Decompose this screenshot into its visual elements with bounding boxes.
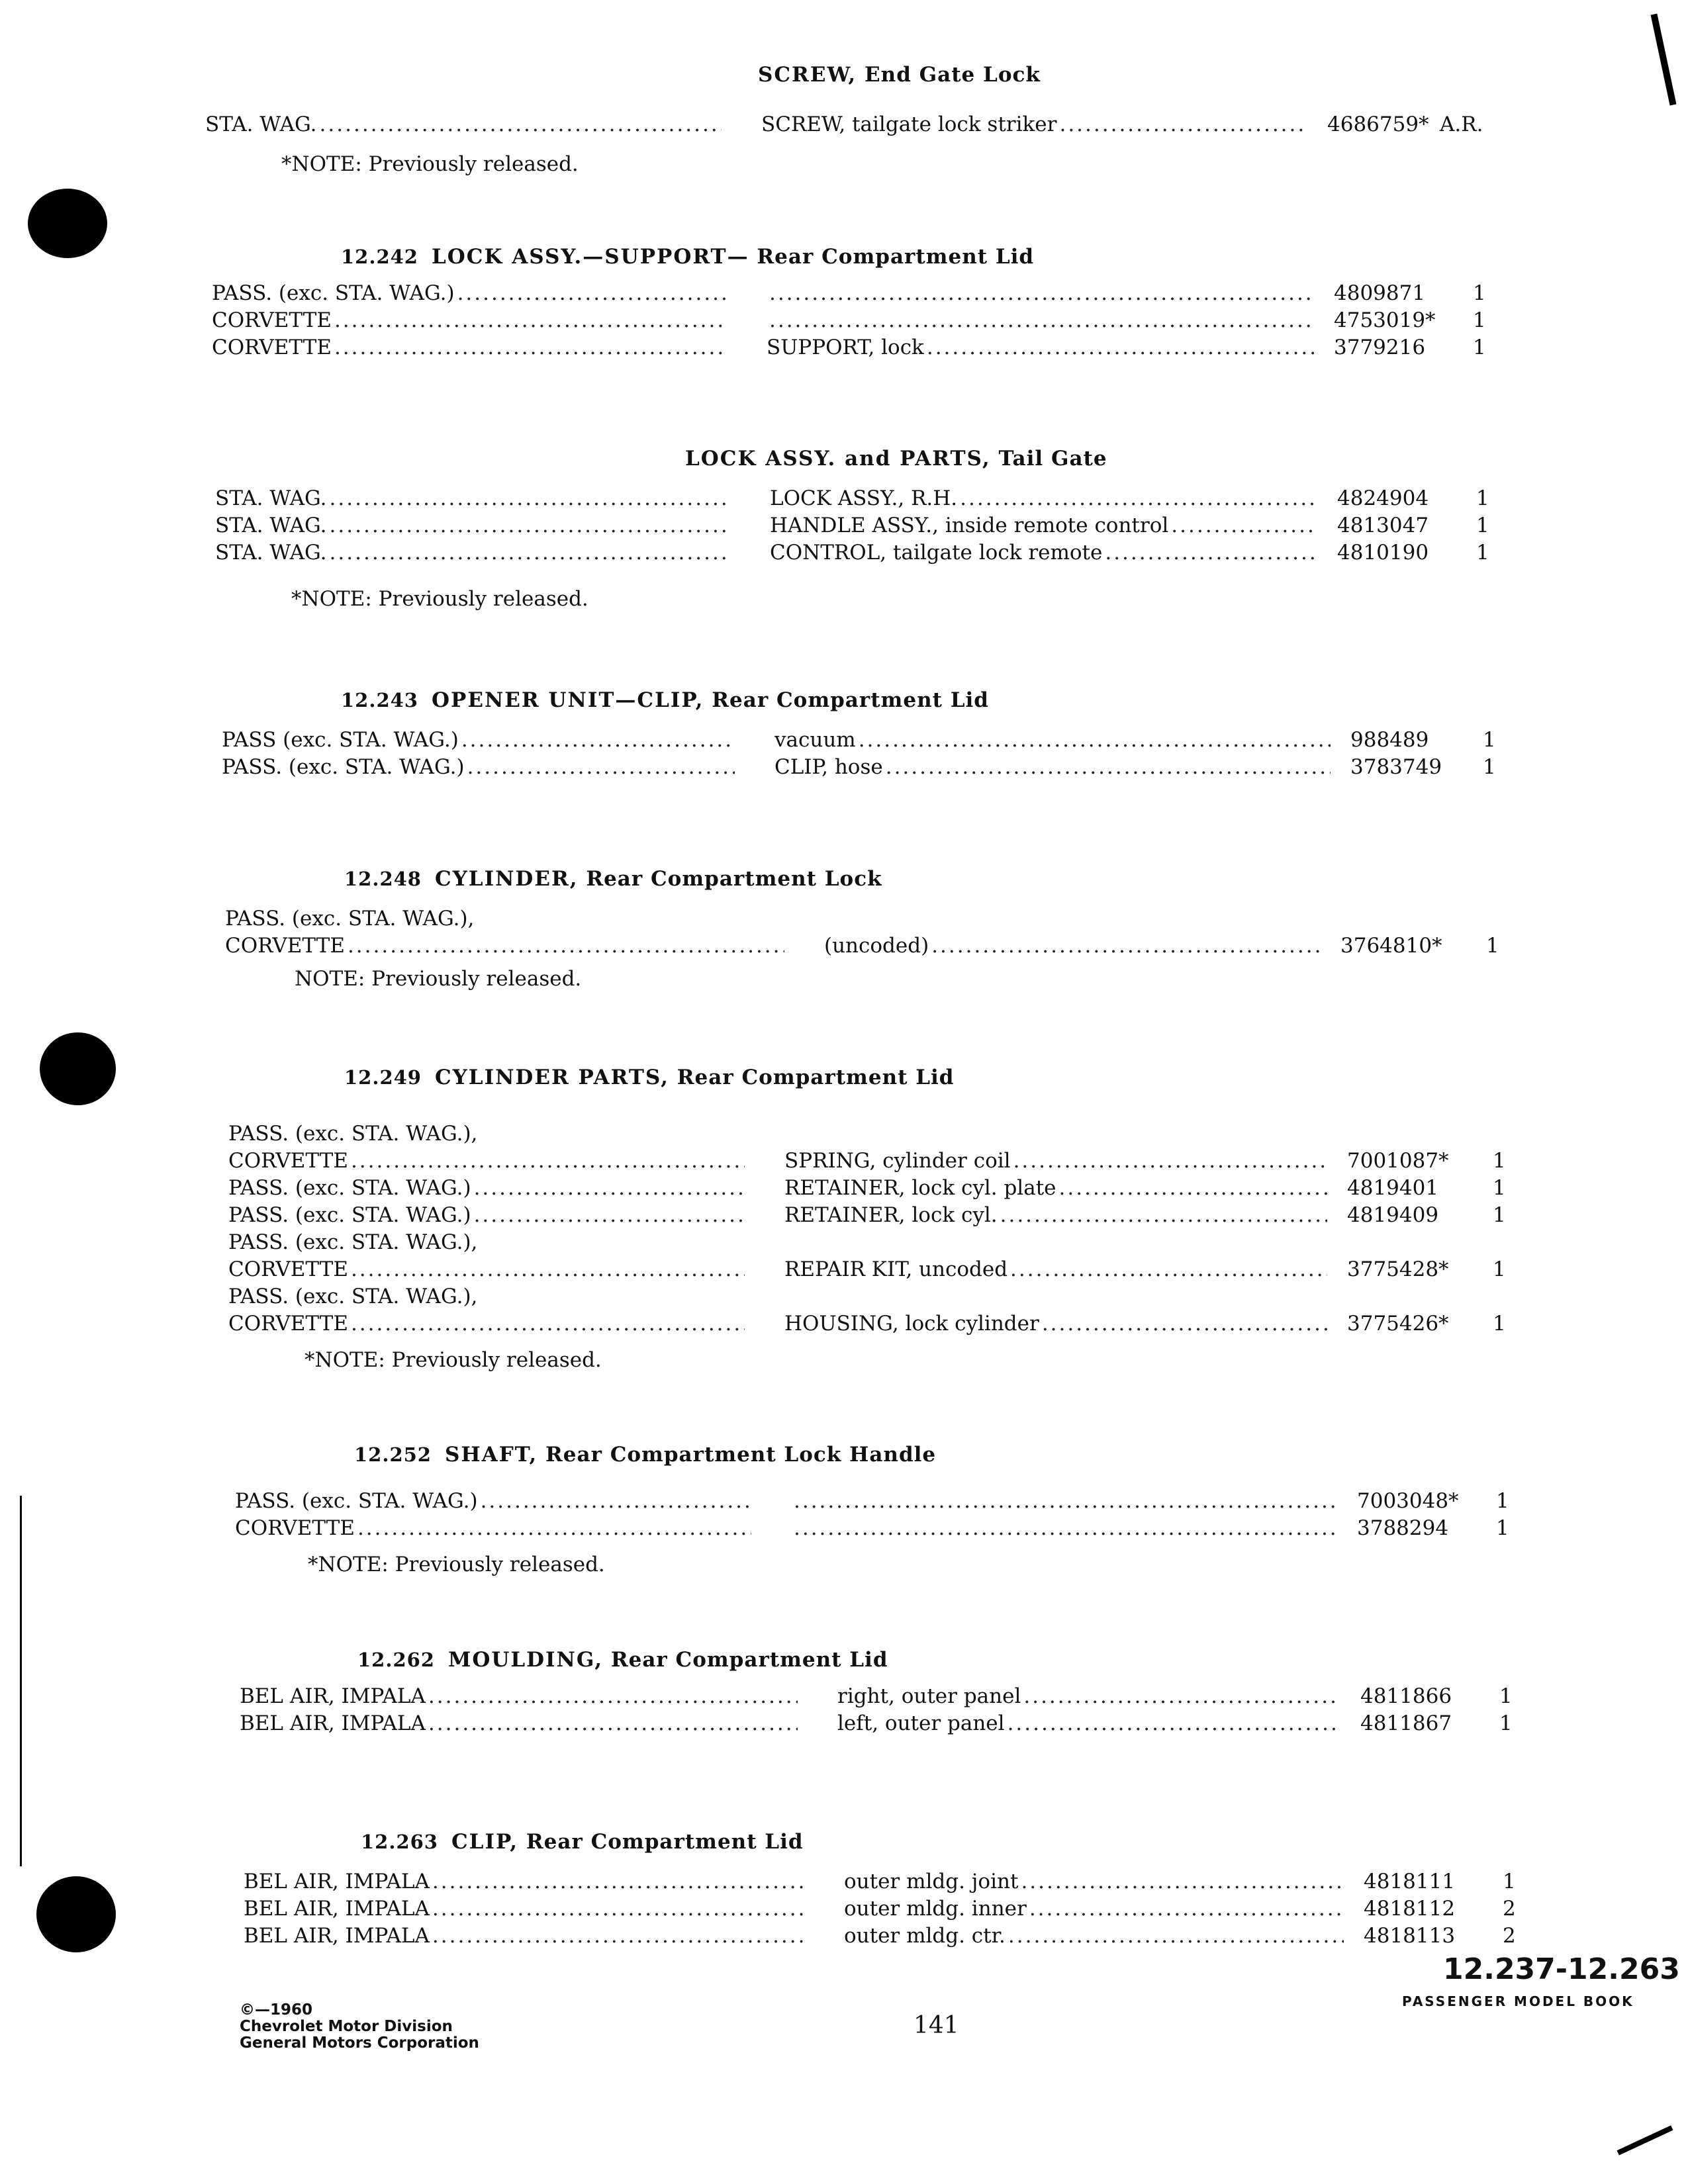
quantity: 1 (1493, 1149, 1506, 1173)
description-cell (844, 1924, 1344, 1948)
part-number: 4824904 (1337, 486, 1429, 510)
description-cell (784, 1257, 1327, 1281)
dot-leader (432, 1897, 804, 1921)
description-cell (767, 308, 1314, 332)
description-text: outer mldg. inner (844, 1897, 1027, 1921)
part-number: 3788294 (1357, 1516, 1449, 1540)
part-number: 4753019* (1334, 308, 1436, 332)
description-cell (774, 728, 1331, 752)
copyright-year: ©—1960 (240, 2001, 313, 2019)
dot-leader (432, 1924, 804, 1948)
table-row (0, 728, 1688, 756)
section-range: 12.237-12.263 (1443, 1952, 1680, 1986)
description-text: SPRING, cylinder coil (784, 1149, 1011, 1173)
part-number: 4819409 (1347, 1203, 1439, 1227)
dot-leader (1059, 1176, 1327, 1200)
model-cell (228, 1122, 745, 1146)
model-cell (235, 1516, 751, 1540)
model-text: STA. WAG. (215, 541, 327, 565)
dot-leader (1171, 514, 1317, 537)
section-note: *NOTE: Previously released. (281, 152, 579, 176)
model-cell (240, 1711, 798, 1735)
model-cell (244, 1870, 804, 1893)
model-cell (240, 1684, 798, 1708)
part-number: 4818113 (1364, 1924, 1456, 1948)
description-text: SUPPORT, lock (767, 336, 924, 359)
model-text: PASS. (exc. STA. WAG.), (228, 1285, 478, 1308)
description-text: left, outer panel (837, 1711, 1005, 1735)
dot-leader (794, 1489, 1337, 1513)
part-number: 4810190 (1337, 541, 1429, 565)
quantity: 1 (1473, 281, 1486, 305)
section-number: 12.243 (341, 689, 418, 711)
copyright-corporation: General Motors Corporation (240, 2034, 479, 2052)
quantity: 2 (1503, 1897, 1516, 1921)
table-row (0, 1870, 1688, 1897)
section-note: *NOTE: Previously released. (291, 587, 588, 611)
part-number: 3783749 (1350, 755, 1442, 779)
table-row (0, 1924, 1688, 1952)
section-subject: End Gate Lock (865, 63, 1041, 87)
description-cell (837, 1711, 1340, 1735)
model-text: PASS. (exc. STA. WAG.) (212, 281, 455, 305)
part-number: 4809871 (1334, 281, 1426, 305)
section-note: NOTE: Previously released. (295, 967, 582, 991)
model-cell (222, 755, 735, 779)
description-text: right, outer panel (837, 1684, 1021, 1708)
section-name: CYLINDER, (435, 867, 579, 891)
description-cell (791, 1516, 1337, 1540)
model-cell (205, 113, 722, 136)
quantity: 1 (1493, 1176, 1506, 1200)
section-name: LOCK ASSY. and PARTS, (685, 447, 991, 471)
description-text: LOCK ASSY., R.H. (770, 486, 958, 510)
dot-leader (474, 1203, 745, 1227)
description-text: outer mldg. ctr. (844, 1924, 1006, 1948)
section-subject: Rear Compartment Lock (586, 867, 882, 891)
dot-leader (886, 755, 1331, 779)
section-subject: Tail Gate (998, 447, 1107, 471)
description-cell (784, 1312, 1327, 1336)
description-text: RETAINER, lock cyl. plate (784, 1176, 1056, 1200)
copyright-division: Chevrolet Motor Division (240, 2018, 453, 2035)
dot-leader (859, 728, 1331, 752)
section-name: SHAFT, (445, 1443, 538, 1467)
section-number: 12.252 (354, 1443, 432, 1466)
dot-leader (1021, 1870, 1344, 1893)
table-row (0, 308, 1688, 336)
part-number: 4813047 (1337, 514, 1429, 537)
section-title (344, 867, 882, 891)
section-name: OPENER UNIT—CLIP, (432, 688, 704, 712)
model-text: PASS. (exc. STA. WAG.), (228, 1122, 478, 1146)
dot-leader (769, 281, 1314, 305)
part-number: 988489 (1350, 728, 1429, 752)
table-row (0, 514, 1688, 541)
description-cell (770, 486, 1317, 510)
dot-leader (357, 1516, 751, 1540)
section-title (361, 1830, 804, 1854)
model-cell (215, 486, 730, 510)
model-text: PASS. (exc. STA. WAG.) (222, 755, 465, 779)
dot-leader (330, 541, 730, 565)
section-number: 12.249 (344, 1066, 422, 1089)
model-text: CORVETTE (228, 1257, 348, 1281)
model-text: CORVETTE (235, 1516, 355, 1540)
dot-leader (351, 1312, 745, 1336)
description-cell (767, 281, 1314, 305)
model-text: CORVETTE (228, 1149, 348, 1173)
description-cell (844, 1897, 1344, 1921)
table-row (0, 486, 1688, 514)
table-row (0, 1312, 1688, 1340)
section-name: MOULDING, (448, 1648, 604, 1672)
quantity: 1 (1473, 336, 1486, 359)
copyright-block (240, 2002, 544, 2052)
dot-leader (428, 1711, 798, 1735)
model-cell (228, 1203, 745, 1227)
model-text: PASS. (exc. STA. WAG.) (228, 1203, 471, 1227)
section-number: 12.263 (361, 1831, 438, 1853)
part-number: 4686759* (1327, 113, 1429, 136)
section-title (341, 245, 1034, 269)
model-text: BEL AIR, IMPALA (240, 1684, 426, 1708)
section-title (758, 63, 1041, 87)
part-number: 4818111 (1364, 1870, 1456, 1893)
model-cell (228, 1230, 745, 1254)
description-cell (791, 1489, 1337, 1513)
dot-leader (330, 514, 730, 537)
dot-leader (769, 308, 1314, 332)
table-row (0, 1257, 1688, 1285)
dot-leader (1023, 1684, 1340, 1708)
quantity: A.R. (1440, 113, 1483, 136)
quantity: 1 (1493, 1203, 1506, 1227)
description-cell (761, 113, 1307, 136)
model-cell (225, 907, 784, 931)
model-text: CORVETTE (212, 336, 332, 359)
quantity: 1 (1473, 308, 1486, 332)
section-number: 12.262 (357, 1649, 435, 1671)
model-cell (235, 1489, 751, 1513)
dot-leader (428, 1684, 798, 1708)
description-cell (770, 514, 1317, 537)
description-cell (837, 1684, 1340, 1708)
part-number: 3775426* (1347, 1312, 1449, 1336)
table-row (0, 1489, 1688, 1517)
section-subject: Rear Compartment Lid (757, 245, 1035, 269)
section-title (341, 688, 989, 712)
model-cell (212, 281, 727, 305)
dot-leader (794, 1516, 1337, 1540)
model-cell (228, 1257, 745, 1281)
dot-leader (1000, 1203, 1327, 1227)
model-cell (222, 728, 735, 752)
section-title (344, 1066, 954, 1089)
model-text: BEL AIR, IMPALA (244, 1870, 430, 1893)
model-cell (215, 541, 730, 565)
dot-leader (1042, 1312, 1327, 1336)
dot-leader (1013, 1149, 1327, 1173)
dot-leader (467, 755, 735, 779)
book-title: PASSENGER MODEL BOOK (1402, 1993, 1634, 2009)
quantity: 1 (1476, 541, 1489, 565)
dot-leader (960, 486, 1317, 510)
model-text: BEL AIR, IMPALA (244, 1897, 430, 1921)
part-number: 3764810* (1340, 934, 1442, 958)
quantity: 1 (1493, 1312, 1506, 1336)
model-text: CORVETTE (212, 308, 332, 332)
table-row (0, 336, 1688, 363)
dot-leader (334, 308, 727, 332)
table-row (0, 1122, 1688, 1150)
part-number: 3779216 (1334, 336, 1426, 359)
section-name: SCREW, (758, 63, 857, 87)
dot-leader (351, 1149, 745, 1173)
quantity: 1 (1476, 486, 1489, 510)
table-row (0, 281, 1688, 309)
model-text: CORVETTE (225, 934, 345, 958)
quantity: 1 (1483, 755, 1496, 779)
section-title (357, 1648, 888, 1672)
section-name: CYLINDER PARTS, (435, 1066, 669, 1089)
description-text: vacuum (774, 728, 856, 752)
quantity: 1 (1486, 934, 1499, 958)
page-number: 141 (914, 2012, 959, 2039)
section-title (685, 447, 1107, 471)
model-cell (212, 336, 727, 359)
dot-leader (461, 728, 735, 752)
description-text: (uncoded) (824, 934, 929, 958)
table-row (0, 1684, 1688, 1712)
description-text: outer mldg. joint (844, 1870, 1019, 1893)
description-cell (844, 1870, 1344, 1893)
dot-leader (1010, 1257, 1327, 1281)
quantity: 1 (1499, 1711, 1513, 1735)
section-subject: Rear Compartment Lock Handle (545, 1443, 937, 1467)
model-text: PASS. (exc. STA. WAG.), (225, 907, 475, 931)
dot-leader (481, 1489, 751, 1513)
table-row (0, 1711, 1688, 1739)
dot-leader (927, 336, 1314, 359)
description-cell (774, 755, 1331, 779)
section-note: *NOTE: Previously released. (305, 1348, 602, 1372)
model-cell (244, 1897, 804, 1921)
dot-leader (457, 281, 727, 305)
description-text: HANDLE ASSY., inside remote control (770, 514, 1169, 537)
description-text: SCREW, tailgate lock striker (761, 113, 1057, 136)
section-subject: Rear Compartment Lid (610, 1648, 888, 1672)
dot-leader (348, 934, 784, 958)
model-cell (228, 1176, 745, 1200)
model-text: BEL AIR, IMPALA (240, 1711, 426, 1735)
dot-leader (1008, 1924, 1344, 1948)
section-number: 12.242 (341, 246, 418, 268)
description-text: REPAIR KIT, uncoded (784, 1257, 1008, 1281)
section-note: *NOTE: Previously released. (308, 1553, 605, 1576)
model-cell (244, 1924, 804, 1948)
description-text: CLIP, hose (774, 755, 883, 779)
dot-leader (320, 113, 722, 136)
model-cell (228, 1285, 745, 1308)
description-text: RETAINER, lock cyl. (784, 1203, 998, 1227)
quantity: 1 (1499, 1684, 1513, 1708)
model-text: PASS (exc. STA. WAG.) (222, 728, 459, 752)
part-number: 4811866 (1360, 1684, 1452, 1708)
dot-leader (1105, 541, 1317, 565)
model-cell (225, 934, 784, 958)
dot-leader (1029, 1897, 1344, 1921)
dot-leader (1059, 113, 1307, 136)
model-text: STA. WAG. (215, 514, 327, 537)
table-row (0, 1149, 1688, 1177)
description-cell (784, 1149, 1327, 1173)
part-number: 7003048* (1357, 1489, 1459, 1513)
dot-leader (1008, 1711, 1340, 1735)
table-row (0, 1516, 1688, 1544)
description-cell (784, 1203, 1327, 1227)
quantity: 1 (1483, 728, 1496, 752)
model-text: STA. WAG. (205, 113, 317, 136)
dot-leader (474, 1176, 745, 1200)
dot-leader (330, 486, 730, 510)
section-subject: Rear Compartment Lid (526, 1830, 804, 1854)
table-row (0, 1230, 1688, 1258)
section-number: 12.248 (344, 868, 422, 890)
dot-leader (432, 1870, 804, 1893)
part-number: 4818112 (1364, 1897, 1456, 1921)
dot-leader (351, 1257, 745, 1281)
part-number: 7001087* (1347, 1149, 1449, 1173)
table-row (0, 934, 1688, 962)
model-text: CORVETTE (228, 1312, 348, 1336)
model-cell (215, 514, 730, 537)
quantity: 1 (1496, 1489, 1509, 1513)
section-name: CLIP, (451, 1830, 519, 1854)
model-text: BEL AIR, IMPALA (244, 1924, 430, 1948)
table-row (0, 1176, 1688, 1204)
table-row (0, 113, 1688, 140)
model-text: STA. WAG. (215, 486, 327, 510)
section-name: LOCK ASSY.—SUPPORT— (432, 245, 749, 269)
dot-leader (334, 336, 727, 359)
part-number: 3775428* (1347, 1257, 1449, 1281)
table-row (0, 1285, 1688, 1312)
section-subject: Rear Compartment Lid (712, 688, 989, 712)
description-text: HOUSING, lock cylinder (784, 1312, 1039, 1336)
table-row (0, 1897, 1688, 1925)
table-row (0, 907, 1688, 934)
model-text: PASS. (exc. STA. WAG.), (228, 1230, 478, 1254)
quantity: 1 (1503, 1870, 1516, 1893)
description-cell (824, 934, 1321, 958)
dot-leader (931, 934, 1321, 958)
section-title (354, 1443, 936, 1467)
table-row (0, 755, 1688, 783)
quantity: 1 (1496, 1516, 1509, 1540)
description-cell (770, 541, 1317, 565)
model-text: PASS. (exc. STA. WAG.) (235, 1489, 478, 1513)
table-row (0, 1203, 1688, 1231)
model-cell (228, 1149, 745, 1173)
description-text: CONTROL, tailgate lock remote (770, 541, 1103, 565)
model-cell (212, 308, 727, 332)
part-number: 4811867 (1360, 1711, 1452, 1735)
table-row (0, 541, 1688, 569)
model-cell (228, 1312, 745, 1336)
description-cell (784, 1176, 1327, 1200)
model-text: PASS. (exc. STA. WAG.) (228, 1176, 471, 1200)
quantity: 1 (1476, 514, 1489, 537)
part-number: 4819401 (1347, 1176, 1439, 1200)
quantity: 2 (1503, 1924, 1516, 1948)
quantity: 1 (1493, 1257, 1506, 1281)
section-subject: Rear Compartment Lid (677, 1066, 955, 1089)
description-cell (767, 336, 1314, 359)
